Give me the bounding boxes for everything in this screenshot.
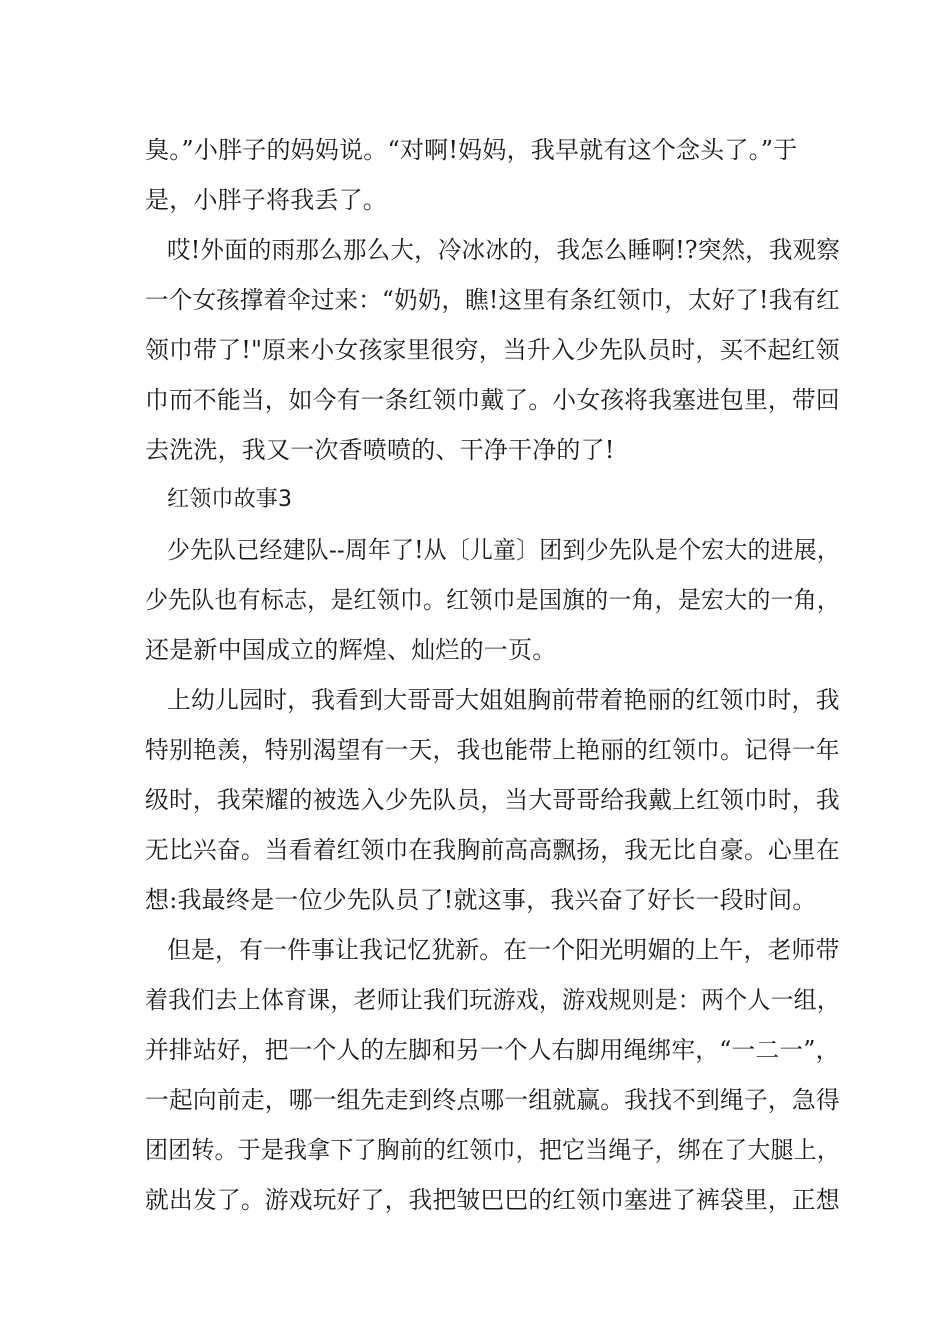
text-line-1: 臭。”小胖子的妈妈说。“对啊!妈妈，我早就有这个念头了。”于 <box>145 136 798 164</box>
text-line-18: 着我们去上体育课，老师让我们玩游戏，游戏规则是：两个人一组， <box>145 986 840 1014</box>
text-line-9: 少先队已经建队--周年了!从〔儿童〕团到少先队是个宏大的进展， <box>167 536 841 564</box>
text-line-11: 还是新中国成立的辉煌、灿烂的一页。 <box>145 636 557 664</box>
text-line-16: 想:我最终是一位少先队员了!就这事，我兴奋了好长一段时间。 <box>145 886 817 914</box>
text-line-21: 团团转。于是我拿下了胸前的红领巾，把它当绳子，绑在了大腿上， <box>145 1136 840 1164</box>
text-line-17: 但是，有一件事让我记忆犹新。在一个阳光明媚的上午，老师带 <box>167 936 840 964</box>
text-line-13: 特别艳羡，特别渴望有一天，我也能带上艳丽的红领巾。记得一年 <box>145 736 840 764</box>
text-line-12: 上幼儿园时，我看到大哥哥大姐姐胸前带着艳丽的红领巾时，我 <box>167 686 840 714</box>
section-heading: 红领巾故事3 <box>167 487 293 512</box>
text-line-14: 级时，我荣耀的被选入少先队员，当大哥哥给我戴上红领巾时，我 <box>145 786 840 814</box>
text-line-7: 去洗洗，我又一次香喷喷的、干净干净的了! <box>145 436 615 464</box>
text-line-22: 就出发了。游戏玩好了，我把皱巴巴的红领巾塞进了裤袋里，正想 <box>145 1186 840 1214</box>
text-line-19: 并排站好，把一个人的左脚和另一个人右脚用绳绑牢，“一二一”， <box>145 1036 840 1064</box>
text-line-6: 巾而不能当，如今有一条红领巾戴了。小女孩将我塞进包里，带回 <box>145 386 840 414</box>
text-line-10: 少先队也有标志，是红领巾。红领巾是国旗的一角，是宏大的一角， <box>145 586 840 614</box>
text-line-4: 一个女孩撑着伞过来：“奶奶，瞧!这里有条红领巾，太好了!我有红 <box>145 286 840 314</box>
text-line-3: 哎!外面的雨那么那么大，冷冰冰的，我怎么睡啊!?突然，我观察 <box>167 236 841 264</box>
text-line-20: 一起向前走，哪一组先走到终点哪一组就赢。我找不到绳子，急得 <box>145 1086 840 1114</box>
text-line-15: 无比兴奋。当看着红领巾在我胸前高高飘扬，我无比自豪。心里在 <box>145 836 840 864</box>
text-line-5: 领巾带了!"原来小女孩家里很穷，当升入少先队员时，买不起红领 <box>145 336 840 364</box>
text-line-2: 是，小胖子将我丢了。 <box>145 186 387 214</box>
